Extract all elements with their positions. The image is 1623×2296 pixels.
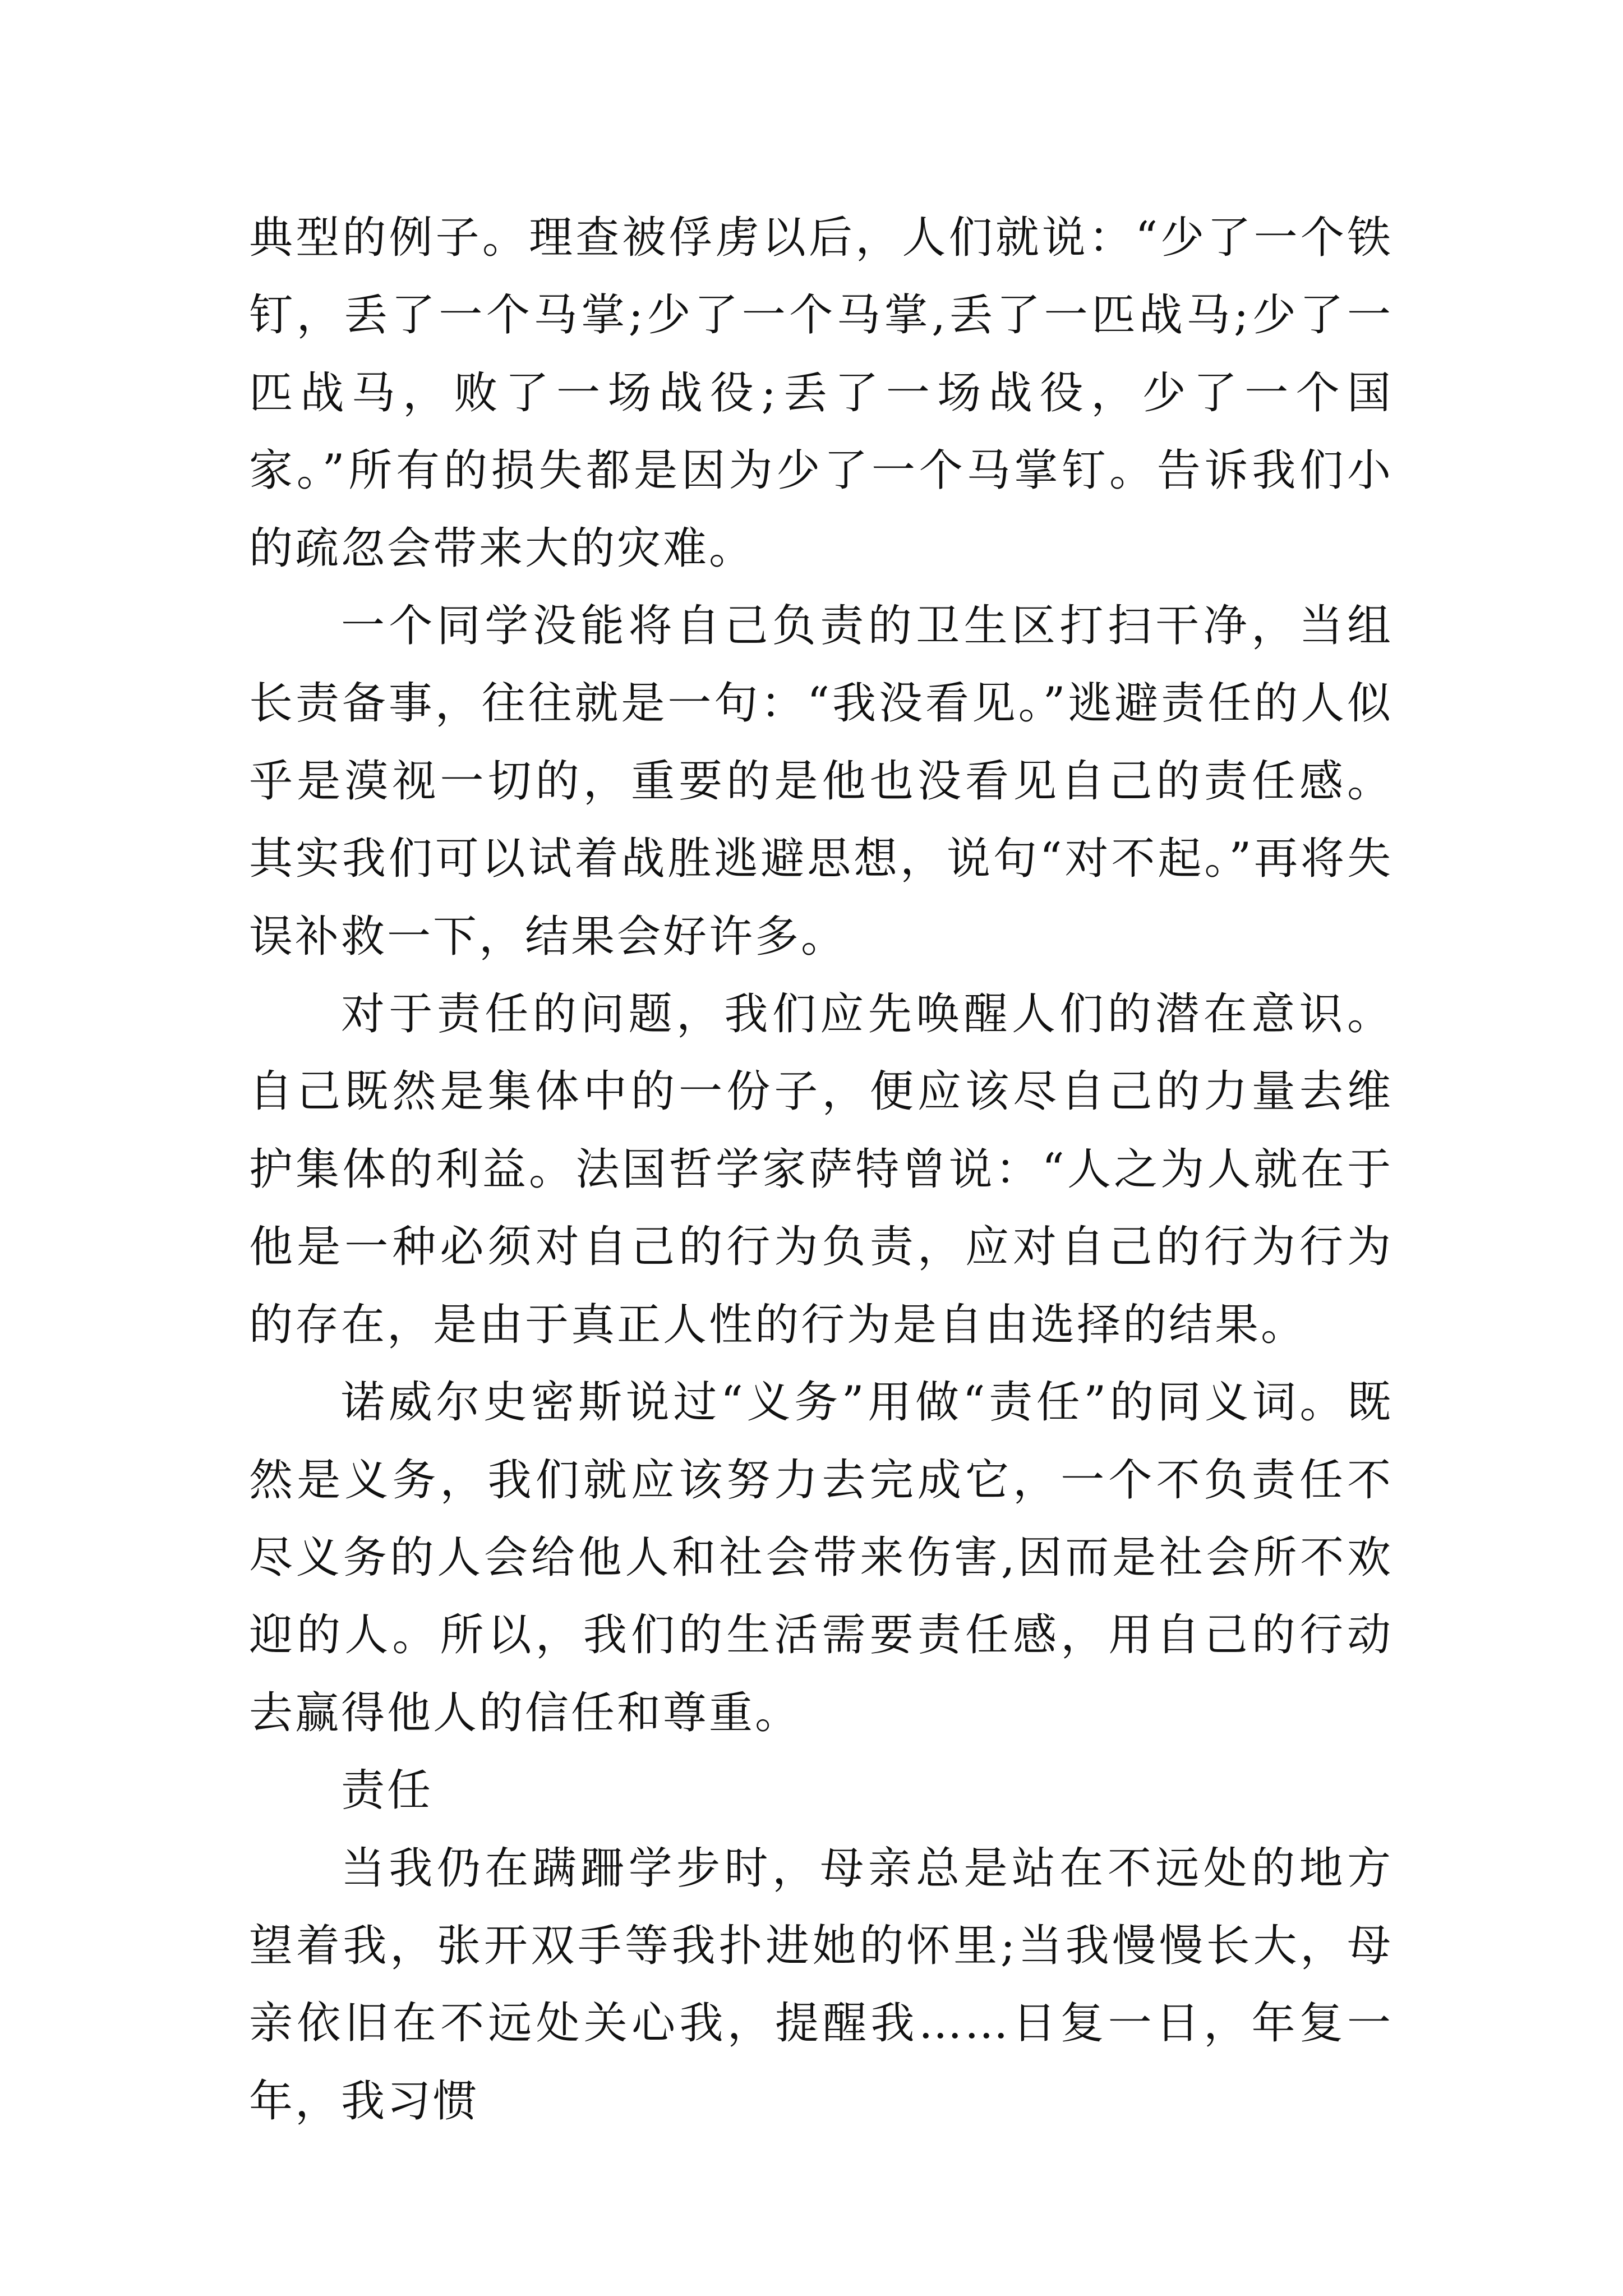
paragraph-2: 一个同学没能将自己负责的卫生区打扫干净，当组长责备事，往往就是一句：“我没看见。”逃避责任的人似乎是漠视一切的，重要的是他也没看见自己的责任感。其实我们可以试着战胜逃避思想，说句“对不起。”再将失误补救一下，结果会好许多。 xyxy=(249,601,1393,962)
paragraph-1: 典型的例子。理查被俘虏以后，人们就说：“少了一个铁钉，丢了一个马掌;少了一个马掌,丢了一匹战马;少了一匹战马，败了一场战役;丢了一场战役，少了一个国家。”所有的损失都是因为少了一个马掌钉。告诉我们小的疏忽会带来大的灾难。 xyxy=(249,213,1393,574)
body-text xyxy=(249,199,1393,2140)
paragraph-3: 对于责任的问题，我们应先唤醒人们的潜在意识。自己既然是集体中的一份子，便应该尽自己的力量去维护集体的利益。法国哲学家萨特曾说：“人之为人就在于他是一种必须对自己的行为负责，应对自己的行为行为的存在，是由于真正人性的行为是自由选择的结果。 xyxy=(249,989,1393,1350)
section-heading: 责任 xyxy=(341,1765,434,1816)
paragraph-5: 当我仍在蹒跚学步时，母亲总是站在不远处的地方望着我，张开双手等我扑进她的怀里;当我慢慢长大，母亲依旧在不远处关心我，提醒我……日复一日，年复一年，我习惯 xyxy=(249,1843,1393,2127)
paragraph-4: 诺威尔史密斯说过“义务”用做“责任”的同义词。既然是义务，我们就应该努力去完成它，一个不负责任不尽义务的人会给他人和社会带来伤害,因而是社会所不欢迎的人。所以，我们的生活需要责任感，用自己的行动去赢得他人的信任和尊重。 xyxy=(249,1377,1393,1738)
